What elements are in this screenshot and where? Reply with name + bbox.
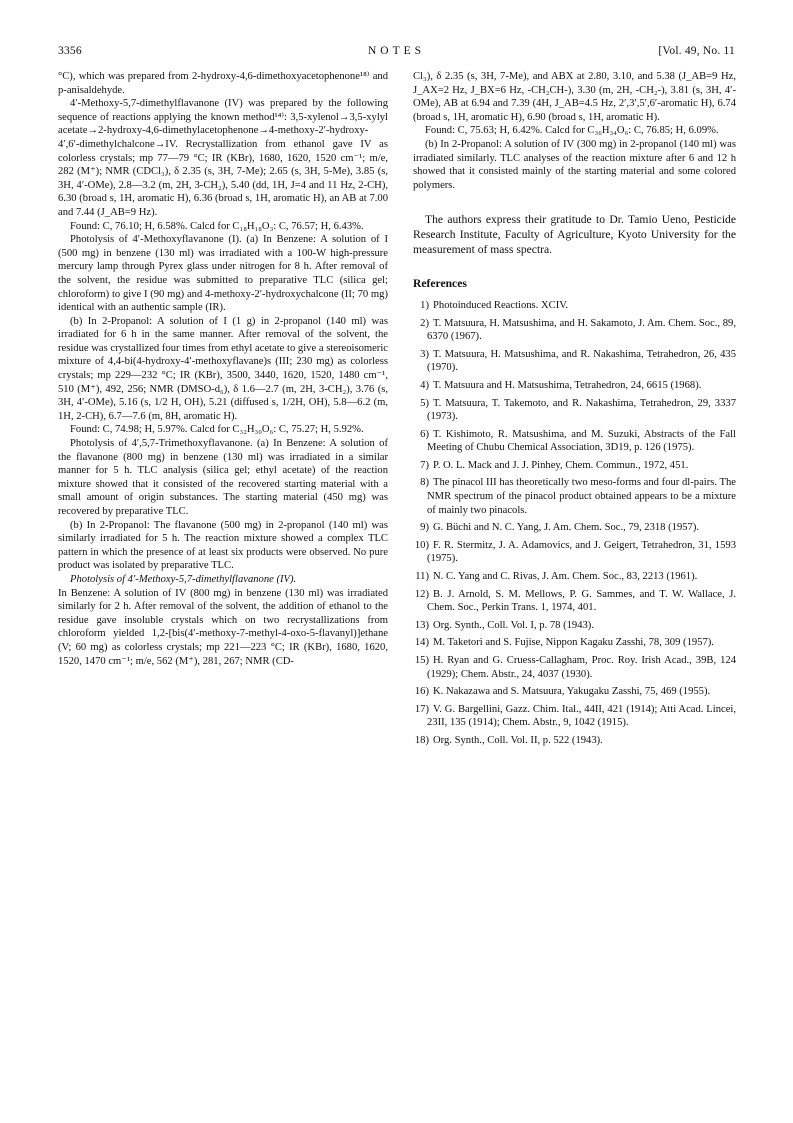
reference-item: 5) T. Matsuura, T. Takemoto, and R. Nakashima, Tetrahedron, 29, 3337 (1973). — [420, 397, 736, 423]
paragraph: Cl₃), δ 2.35 (s, 3H, 7-Me), and ABX at 2.80, 3.10, and 5.38 (J_AB=9 Hz, J_AX=2 Hz, J_BX=6 Hz, -CH₂CH-), 3.30 (m, 2H, -CH₂-), 3.81 (s, 3H, 4′-OMe), AB at 6.94 and 7.39 (4H, J_AB=4.5 Hz, 2′,3′,5′,6′-aromatic H), 6.74 (broad s, 1H, aromatic H), 6.90 (broad s, 1H, aromatic H). — [413, 71, 736, 123]
reference-item: 12) B. J. Arnold, S. M. Mellows, P. G. Sammes, and T. W. Wallace, J. Chem. Soc., Perkin Trans. 1, 1974, 401. — [414, 588, 736, 614]
reference-item: 10) F. R. Stermitz, J. A. Adamovics, and J. Geigert, Tetrahedron, 31, 1593 (1975). — [414, 539, 736, 565]
page-number: 3356 — [58, 45, 82, 57]
reference-item: 8) The pinacol III has theoretically two meso-forms and four dl-pairs. The NMR spectrum of the pinacol product obtained appears to be a mixture of mainly two pinacols. — [420, 477, 736, 516]
volume-label: [Vol. 49, No. 11 — [658, 45, 735, 57]
acknowledgement: The authors express their gratitude to Dr. Tamio Ueno, Pesticide Research Institute, Faculty of Agriculture, Kyoto University for the measurement of mass spectra. — [413, 213, 736, 257]
reference-item: 18) Org. Synth., Coll. Vol. II, p. 522 (1943). — [414, 734, 603, 746]
reference-item: 9) G. Büchi and N. C. Yang, J. Am. Chem. Soc., 79, 2318 (1957). — [420, 522, 700, 534]
reference-item: 14) M. Taketori and S. Fujise, Nippon Kagaku Zasshi, 78, 309 (1957). — [414, 637, 714, 649]
paragraph: In Benzene: A solution of IV (800 mg) in benzene (130 ml) was irradiated similarly for 2 h. After removal of the solvent, the addition of ethanol to the residue gave insoluble crystals which on two recrystallizations from chloroform yielded 1,2-[bis(4′-methoxy-7-methyl-4-oxo-5-flavanyl)]ethane (V; 60 mg) as colorless crystals; mp 221—223 °C; IR (KBr), 1680, 1620, 1520, 1470 cm⁻¹; m/e, 562 (M⁺), 281, 267; NMR (CD- — [58, 587, 388, 667]
page-header — [58, 45, 735, 61]
reference-item: 7) P. O. L. Mack and J. J. Pinhey, Chem. Commun., 1972, 451. — [420, 459, 689, 471]
reference-item: 13) Org. Synth., Coll. Vol. I, p. 78 (1943). — [414, 619, 594, 631]
section-title: NOTES — [367, 45, 426, 57]
reference-item: 6) T. Kishimoto, R. Matsushima, and M. Suzuki, Abstracts of the Fall Meeting of Chubu Chemical Association, 3D19, p. 126 (1975). — [420, 428, 736, 454]
paragraph: Photolysis of 4′,5,7-Trimethoxyflavanone. (a) In Benzene: A solution of the flavanone (800 mg) in benzene (130 ml) was irradiated in a similar manner for 5 h. TLC analysis (silica gel; ethyl acetate) of the reaction mixture showed that it consisted of the recovered starting material with a small amount of origin substances. The starting material (450 mg) was recovered by preparative TLC. — [58, 438, 388, 517]
reference-item: 17) V. G. Bargellini, Gazz. Chim. Ital., 44II, 421 (1914); Atti Acad. Lincei, 23II, 135 (1914); Chem. Abstr., 9, 1042 (1915). — [414, 703, 736, 729]
references-heading: References — [413, 277, 467, 291]
reference-item: 15) H. Ryan and G. Cruess-Callagham, Proc. Roy. Irish Acad., 39B, 124 (1929); Chem. Abstr., 24, 4037 (1930). — [414, 655, 736, 680]
right-column — [413, 70, 736, 752]
paragraph: Photolysis of 4′-Methoxyflavanone (I). (a) In Benzene: A solution of I (500 mg) in benzene (130 ml) was irradiated with a 100-W high-pressure mercury lamp through Pyrex glass under nitrogen for 8 h. After removal of the solvent, the residue was submitted to preparative TLC (silica gel; chloroform) to give I (90 mg) and 4-methoxy-2′-hydroxychalcone (II; 70 mg) identical with an authentic sample (IR). — [58, 234, 388, 314]
reference-item: 16) K. Nakazawa and S. Matsuura, Yakugaku Zasshi, 75, 469 (1955). — [414, 686, 711, 698]
paragraph: (b) In 2-Propanol: A solution of I (1 g) in 2-propanol (140 ml) was irradiated for 6 h in the same manner. After removal of the solvent, the residue was crystallized four times from ethyl acetate to give a stereoisomeric mixture of 4,4-bi(4-hydroxy-4′-methoxyflavane)s (III; 230 mg) as colorless crystals; mp 229—232 °C; IR (KBr), 3500, 3440, 1620, 1520, 1480 cm⁻¹, 510 (M⁺), 492, 256; NMR (DMSO-d₆), δ 1.6—2.7 (m, 2H, 3-CH₂), 3.76 (s, 3H, 4′-OMe), 5.16 (s, 1/2 H, OH), 5.21 (diffused s, 1/2H, OH), 5.8—6.2 (m, 1H, 2-CH), 6.7—7.6 (m, 8H, aromatic H). — [58, 315, 388, 422]
reference-item: 1) Photoinduced Reactions. XCIV. — [420, 299, 569, 311]
paragraph: Found: C, 74.98; H, 5.97%. Calcd for C₃₂H₃₀O₆: C, 75.27; H, 5.92%. — [70, 424, 364, 436]
paragraph: °C), which was prepared from 2-hydroxy-4,6-dimethoxyacetophenone¹⁸⁾ and p-anisaldehyde. — [58, 71, 388, 96]
subheading: Photolysis of 4′-Methoxy-5,7-dimethylflavanone (IV). — [70, 573, 297, 585]
reference-list — [413, 299, 736, 748]
left-column — [58, 70, 388, 668]
reference-item: 2) T. Matsuura, H. Matsushima, and H. Sakamoto, J. Am. Chem. Soc., 89, 6370 (1967). — [420, 317, 736, 343]
reference-item: 11) N. C. Yang and C. Rivas, J. Am. Chem. Soc., 83, 2213 (1961). — [415, 571, 698, 583]
paragraph: 4′-Methoxy-5,7-dimethylflavanone (IV) was prepared by the following sequence of reactions applying the known method¹⁴⁾: 3,5-xylenol→3,5-xylyl acetate→2-hydroxy-4,6-dimethylacetophenone→4-methoxy-2′-hydroxy-4′,6′-dimethylchalcone→IV. Recrystallization from ethanol gave IV as colorless crystals; mp 77—79 °C; IR (KBr), 1680, 1620, 1520 cm⁻¹; m/e, 282 (M⁺); NMR (CDCl₃), δ 2.35 (s, 3H, 7-Me); 2.65 (s, 3H, 5-Me), 3.85 (s, 3H, 4′-OMe), 2.8—3.2 (m, 2H, 3-CH₂), 5.40 (dd, 1H, J=4 and 11 Hz, 2-CH), 6.30 (broad s, 1H, aromatic H), 6.36 (broad s, 1H, aromatic H), an AB at 7.00 and 7.44 (J_AB=9 Hz). — [58, 98, 388, 218]
paragraph: (b) In 2-Propanol: A solution of IV (300 mg) in 2-propanol (140 ml) was irradiated similarly. TLC analyses of the reaction mixture after 6 and 12 h showed that it consisted mainly of the starting material and some colored polymers. — [413, 138, 736, 191]
reference-item: 3) T. Matsuura, H. Matsushima, and R. Nakashima, Tetrahedron, 26, 435 (1970). — [420, 348, 736, 374]
paragraph: (b) In 2-Propanol: The flavanone (500 mg) in 2-propanol (140 ml) was similarly irradiated for 5 h. The reaction mixture showed a complex TLC pattern in which the presence of at least six products were observed. No pure product was isolated by preparative TLC. — [58, 519, 388, 572]
reference-item: 4) T. Matsuura and H. Matsushima, Tetrahedron, 24, 6615 (1968). — [420, 379, 702, 391]
paragraph: Found: C, 76.10; H, 6.58%. Calcd for C₁₈H₁₈O₃: C, 76.57; H, 6.43%. — [70, 220, 364, 232]
paragraph: Found: C, 75.63; H, 6.42%. Calcd for C₃₆H₃₄O₆: C, 76.85; H, 6.09%. — [425, 125, 719, 137]
